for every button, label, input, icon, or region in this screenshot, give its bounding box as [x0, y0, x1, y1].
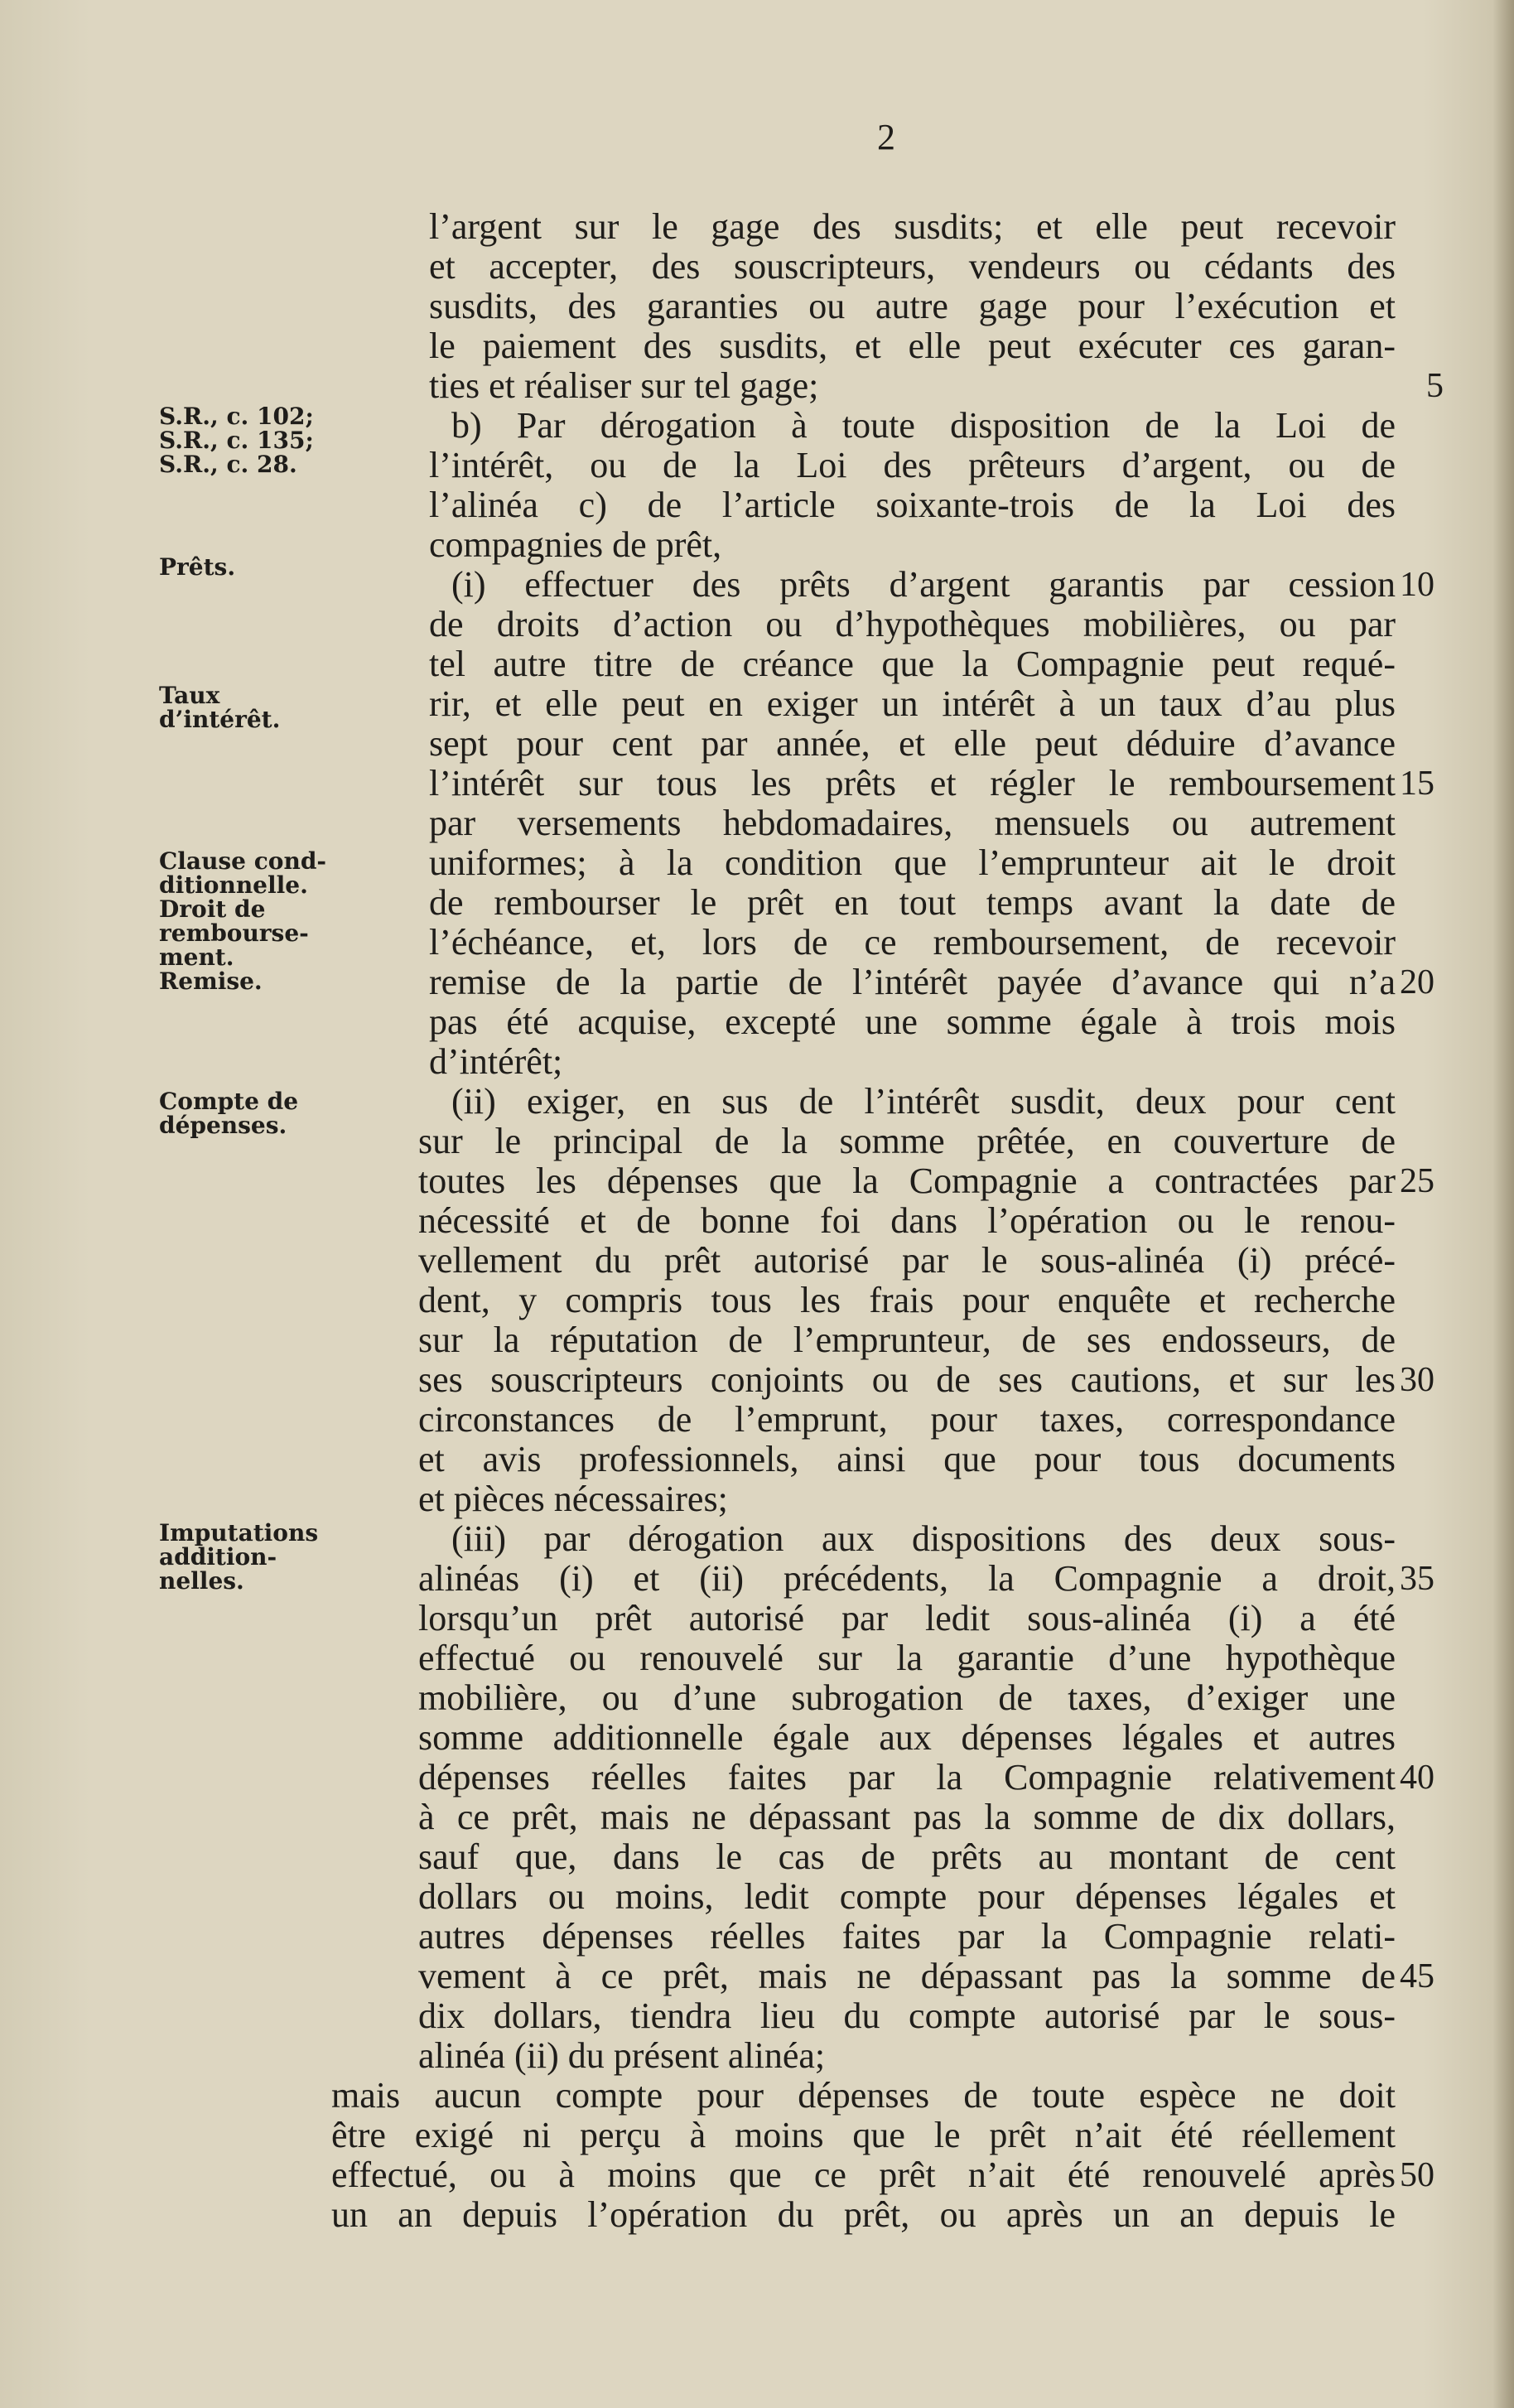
text-line: dollars ou moins, ledit compte pour dépenses légales et: [418, 1876, 1396, 1917]
text-line: uniformes; à la condition que l’emprunteur ait le droit: [429, 842, 1396, 883]
text-line: à ce prêt, mais ne dépassant pas la somme de dix dollars,: [418, 1797, 1396, 1837]
text-line: dix dollars, tiendra lieu du compte autorisé par le sous-: [418, 1995, 1396, 2036]
text-line: remise de la partie de l’intérêt payée d’avance qui n’a: [429, 962, 1396, 1002]
marginal-note-line: Imputations: [159, 1519, 319, 1547]
text-line: sur la réputation de l’emprunteur, de ses endosseurs, de: [418, 1320, 1396, 1360]
text-line: sept pour cent par année, et elle peut déduire d’avance: [429, 723, 1396, 764]
text-line: un an depuis l’opération du prêt, ou après un an depuis le: [331, 2194, 1396, 2235]
text-line: sauf que, dans le cas de prêts au montant de cent: [418, 1836, 1396, 1877]
text-line: le paiement des susdits, et elle peut exécuter ces garan-: [429, 326, 1396, 366]
marginal-note-line: ditionnelle.: [159, 871, 308, 899]
line-number: 30: [1400, 1361, 1434, 1399]
marginal-note: [159, 1521, 318, 1593]
marginal-note-line: Taux: [159, 682, 220, 709]
marginal-note-line: Prêts.: [159, 553, 236, 581]
marginal-note: [159, 404, 314, 476]
line-number: 15: [1400, 765, 1434, 803]
marginal-note-line: Remise.: [159, 968, 263, 995]
line-number: 35: [1400, 1560, 1434, 1598]
text-line: mais aucun compte pour dépenses de toute espèce ne doit: [331, 2075, 1396, 2116]
text-line: d’intérêt;: [429, 1041, 563, 1082]
line-number: 40: [1400, 1759, 1434, 1797]
marginal-note-line: Droit de: [159, 895, 266, 923]
text-line: nécessité et de bonne foi dans l’opération ou le renou-: [418, 1200, 1396, 1241]
line-number: 5: [1426, 367, 1444, 405]
text-line: susdits, des garanties ou autre gage pour l’exécution et: [429, 286, 1396, 326]
marginal-note-line: S.R., c. 135;: [159, 427, 314, 454]
marginal-note-line: ment.: [159, 943, 234, 971]
line-number: 10: [1400, 566, 1434, 604]
line-number: 50: [1400, 2156, 1434, 2194]
text-line: toutes les dépenses que la Compagnie a contractées par: [418, 1161, 1396, 1201]
text-line: dent, y compris tous les frais pour enquête et recherche: [418, 1280, 1396, 1320]
text-line: l’intérêt sur tous les prêts et régler le remboursement: [429, 763, 1396, 803]
text-line: pas été acquise, excepté une somme égale à trois mois: [429, 1001, 1396, 1042]
marginal-note-line: d’intérêt.: [159, 706, 281, 733]
text-line: (iii) par dérogation aux dispositions des deux sous-: [451, 1518, 1396, 1559]
line-number: 20: [1400, 963, 1434, 1001]
text-line: effectué ou renouvelé sur la garantie d’une hypothèque: [418, 1638, 1396, 1678]
text-line: compagnies de prêt,: [429, 524, 722, 565]
marginal-note: [159, 555, 235, 579]
text-line: (i) effectuer des prêts d’argent garantis par cession: [451, 564, 1396, 605]
text-line: et avis professionnels, ainsi que pour tous documents: [418, 1439, 1396, 1479]
marginal-note-line: Clause cond-: [159, 847, 327, 875]
marginal-note: [159, 849, 326, 993]
text-line: de rembourser le prêt en tout temps avant la date de: [429, 882, 1396, 923]
text-line: vellement du prêt autorisé par le sous-alinéa (i) précé-: [418, 1240, 1396, 1281]
text-line: somme additionnelle égale aux dépenses légales et autres: [418, 1717, 1396, 1758]
text-line: effectué, ou à moins que ce prêt n’ait été renouvelé après: [331, 2155, 1396, 2195]
text-line: l’échéance, et, lors de ce remboursement, de recevoir: [429, 922, 1396, 963]
text-line: l’alinéa c) de l’article soixante-trois de la Loi des: [429, 485, 1396, 525]
text-line: rir, et elle peut en exiger un intérêt à un taux d’au plus: [429, 683, 1396, 724]
marginal-note-line: S.R., c. 28.: [159, 451, 297, 478]
text-line: être exigé ni perçu à moins que le prêt n’ait été réellement: [331, 2115, 1396, 2155]
text-line: mobilière, ou d’une subrogation de taxes, d’exiger une: [418, 1677, 1396, 1718]
text-line: par versements hebdomadaires, mensuels ou autrement: [429, 803, 1396, 843]
marginal-note-line: Compte de: [159, 1088, 299, 1115]
marginal-note: [159, 1089, 298, 1137]
line-number: 25: [1400, 1162, 1434, 1200]
text-line: tel autre titre de créance que la Compagnie peut requé-: [429, 644, 1396, 684]
text-line: et pièces nécessaires;: [418, 1479, 728, 1519]
text-line: et accepter, des souscripteurs, vendeurs ou cédants des: [429, 246, 1396, 287]
text-line: l’argent sur le gage des susdits; et elle peut recevoir: [429, 206, 1396, 247]
text-line: ties et réaliser sur tel gage;: [429, 365, 819, 406]
marginal-note-line: S.R., c. 102;: [159, 403, 314, 430]
text-line: vement à ce prêt, mais ne dépassant pas la somme de: [418, 1956, 1396, 1996]
marginal-note: [159, 683, 280, 731]
text-line: de droits d’action ou d’hypothèques mobilières, ou par: [429, 604, 1396, 644]
text-line: dépenses réelles faites par la Compagnie relativement: [418, 1757, 1396, 1798]
marginal-note-line: addition-: [159, 1543, 277, 1571]
text-line: l’intérêt, ou de la Loi des prêteurs d’argent, ou de: [429, 445, 1396, 485]
text-line: circonstances de l’emprunt, pour taxes, correspondance: [418, 1399, 1396, 1440]
text-line: (ii) exiger, en sus de l’intérêt susdit, deux pour cent: [451, 1081, 1396, 1122]
text-line: alinéas (i) et (ii) précédents, la Compagnie a droit,: [418, 1558, 1396, 1599]
page-number: 2: [877, 117, 895, 157]
marginal-note-line: nelles.: [159, 1567, 244, 1595]
marginal-note-line: dépenses.: [159, 1112, 287, 1139]
page-edge-shadow: [1492, 0, 1514, 2408]
text-line: b) Par dérogation à toute disposition de la Loi de: [451, 405, 1396, 446]
text-line: alinéa (ii) du présent alinéa;: [418, 2035, 826, 2076]
text-line: autres dépenses réelles faites par la Compagnie relati-: [418, 1916, 1396, 1957]
text-line: ses souscripteurs conjoints ou de ses cautions, et sur les: [418, 1359, 1396, 1400]
text-line: sur le principal de la somme prêtée, en couverture de: [418, 1121, 1396, 1161]
text-line: lorsqu’un prêt autorisé par ledit sous-alinéa (i) a été: [418, 1598, 1396, 1638]
marginal-note-line: rembourse-: [159, 919, 309, 947]
line-number: 45: [1400, 1957, 1434, 1995]
